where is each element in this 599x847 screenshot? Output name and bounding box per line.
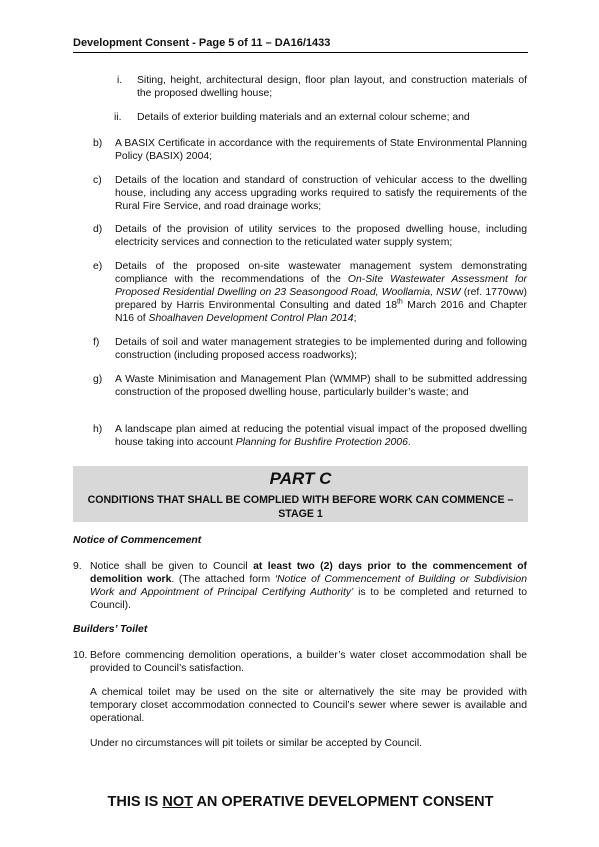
sub-item-marker: i. xyxy=(117,75,123,86)
condition-number: 9. xyxy=(73,561,82,572)
condition-text: Notice shall be given to Council at least two (2) days prior to the commencement of demolition work. (The attached form ‘Notice of Commencement of Building or Subdivision Work and Appointment of Principal Certifying Authority’ is to be completed and returned to Council). xyxy=(90,561,528,611)
part-title: PART C xyxy=(269,469,332,488)
list-item-marker: b) xyxy=(93,138,103,149)
condition-paragraph: Under no circumstances will pit toilets or similar be accepted by Council. xyxy=(90,738,423,749)
page-header: Development Consent - Page 5 of 11 – DA16/1433 xyxy=(73,37,528,53)
list-item-text: Details of the proposed on-site wastewater management system demonstrating compliance with the recommendations of the On-Site Wastewater Assessment for Proposed Residential Dwelling on 23 Seasongood Road, Woollamia, NSW (ref. 1770ww) prepared by Harris Environmental Consulting and dated 18th March 2016 and Chapter N16 of Shoalhaven Development Control Plan 2014; xyxy=(115,261,527,324)
list-item-text: A BASIX Certificate in accordance with the requirements of State Environmental Planning Policy (BASIX) 2004; xyxy=(115,138,527,162)
list-item-marker: h) xyxy=(93,424,103,435)
list-item-marker: g) xyxy=(93,374,103,385)
list-item-marker: c) xyxy=(93,175,102,186)
list-item-text: Details of the location and standard of construction of vehicular access to the dwelling house, including any access upgrading works required to satisfy the requirements of the Rural Fire Service, and road drainage works; xyxy=(115,175,527,212)
part-heading-box xyxy=(73,466,528,522)
list-item-text: A Waste Minimisation and Management Plan (WMMP) shall to be submitted addressing construction of the proposed dwelling house, particularly builder’s waste; and xyxy=(115,374,527,398)
sub-item-text: Details of exterior building materials and an external colour scheme; and xyxy=(137,112,470,123)
list-item-text: A landscape plan aimed at reducing the potential visual impact of the proposed dwelling house taking into account Planning for Bushfire Protection 2006. xyxy=(115,424,527,448)
section-heading: Notice of Commencement xyxy=(73,535,202,546)
sub-item-text: Siting, height, architectural design, floor plan layout, and construction materials of the proposed dwelling house; xyxy=(137,75,527,99)
condition-paragraph: A chemical toilet may be used on the site or alternatively the site may be provided with temporary closet accommodation connected to Council’s sewer where sewer is available and operational. xyxy=(90,687,527,724)
footer-disclaimer: THIS IS NOT AN OPERATIVE DEVELOPMENT CONSENT xyxy=(107,794,494,810)
part-subtitle: CONDITIONS THAT SHALL BE COMPLIED WITH BEFORE WORK CAN COMMENCE – STAGE 1 xyxy=(87,494,514,520)
sub-item-marker: ii. xyxy=(114,112,122,123)
list-item-text: Details of the provision of utility services to the proposed dwelling house, including electricity services and connection to the reticulated water supply system; xyxy=(115,224,527,248)
condition-text: Before commencing demolition operations, a builder’s water closet accommodation shall be provided to Council’s satisfaction. xyxy=(90,650,527,674)
condition-number: 10. xyxy=(73,650,88,661)
section-heading: Builders’ Toilet xyxy=(73,624,148,635)
list-item-marker: f) xyxy=(93,337,100,348)
list-item-text: Details of soil and water management strategies to be implemented during and following construction (including proposed access roadworks); xyxy=(115,337,527,361)
list-item-marker: e) xyxy=(93,261,103,272)
list-item-marker: d) xyxy=(93,224,103,235)
